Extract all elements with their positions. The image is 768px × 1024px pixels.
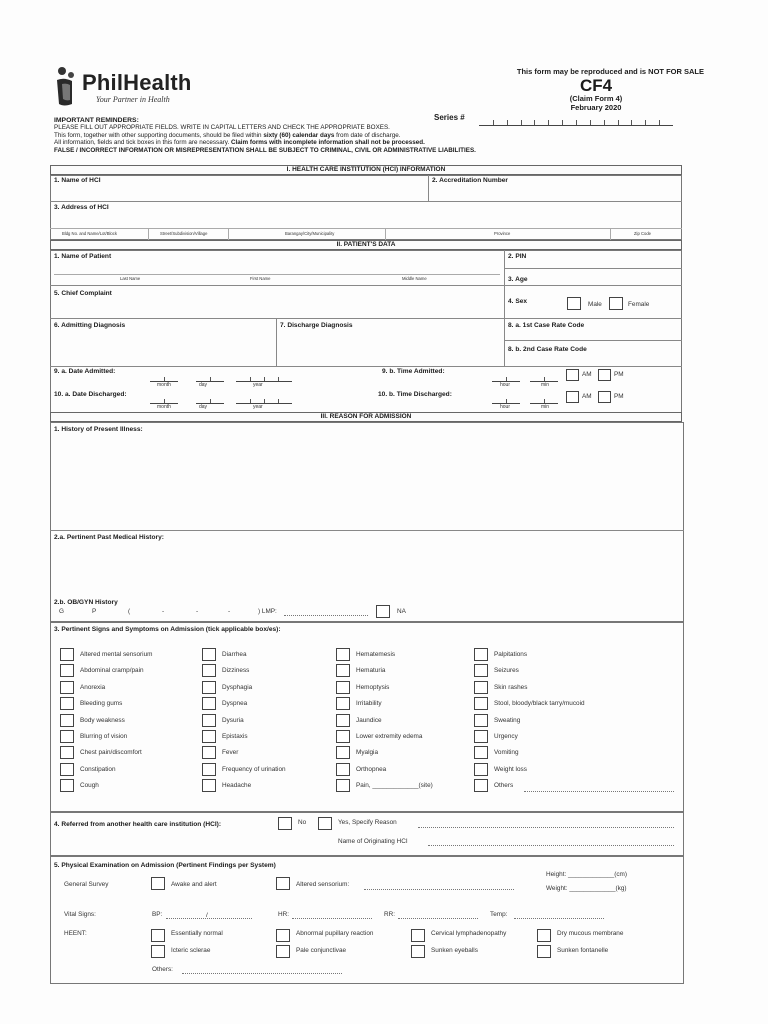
discharge-diagnosis-label: 7. Discharge Diagnosis (280, 322, 353, 329)
sex-male-label: Male (588, 301, 602, 308)
date-discharged-month-label: month (157, 404, 171, 410)
sex-male-checkbox[interactable] (567, 297, 581, 310)
bp-label: BP: (152, 911, 163, 918)
reminders-line-1: PLEASE FILL OUT APPROPRIATE FIELDS. WRITE IN CAPITAL LETTERS AND CHECK THE APPROPRIATE BOXES. (54, 124, 390, 132)
obgyn-p-label: P (92, 608, 97, 615)
physical-exam-title: 5. Physical Examination on Admission (Pertinent Findings per System) (54, 862, 276, 869)
symptom-checkbox[interactable] (474, 763, 488, 776)
heent-icteric-sclerae-checkbox[interactable] (151, 945, 165, 958)
addr-barangay: Barangay/City/Municipality (285, 231, 335, 236)
reminders-line-3: All information, fields and tick boxes in this form are necessary. Claim forms with incomplete information shall not be processed. (54, 139, 425, 147)
symptom-checkbox[interactable] (336, 648, 350, 661)
addr-zip: Zip Code (634, 231, 651, 236)
referred-label: 4. Referred from another health care institution (HCI): (54, 821, 222, 828)
heent-dry-mucous-label: Dry mucous membrane (557, 930, 624, 937)
symptom-label: Lower extremity edema (356, 733, 423, 740)
symptom-checkbox[interactable] (202, 746, 216, 759)
time-discharged-min-label: min (541, 404, 550, 410)
heent-sunken-eyeballs-label: Sunken eyeballs (431, 947, 478, 954)
symptom-label: Skin rashes (494, 684, 528, 691)
altered-sensorium-field[interactable] (364, 889, 514, 890)
altered-sensorium-label: Altered sensorium: (296, 881, 350, 888)
symptoms-others-field[interactable] (524, 791, 674, 792)
heent-pale-conjunctivae-checkbox[interactable] (276, 945, 290, 958)
time-discharged-am-label: AM (582, 393, 592, 400)
symptom-label: Chest pain/discomfort (80, 749, 142, 756)
time-discharged-label: 10. b. Time Discharged: (378, 391, 452, 398)
hci-info-box (50, 175, 682, 240)
obgyn-lmp-field[interactable] (284, 615, 368, 616)
heent-essentially-normal-checkbox[interactable] (151, 929, 165, 942)
form-code: CF4 (579, 76, 613, 95)
symptom-checkbox[interactable] (474, 730, 488, 743)
age-label: 3. Age (508, 276, 528, 283)
symptom-checkbox[interactable] (60, 730, 74, 743)
symptom-checkbox[interactable] (336, 779, 350, 792)
originating-hci-label: Name of Originating HCI (338, 838, 408, 845)
date-admitted-year[interactable] (236, 376, 292, 382)
symptom-checkbox[interactable] (60, 648, 74, 661)
heent-label: HEENT: (64, 930, 87, 937)
accreditation-number-label: 2. Accreditation Number (432, 177, 508, 184)
patient-middle-name: Middle Name (402, 276, 427, 281)
symptom-label: Vomiting (494, 749, 519, 756)
symptom-checkbox[interactable] (474, 681, 488, 694)
section-3-title: III. REASON FOR ADMISSION (50, 412, 682, 422)
symptom-label: Frequency of urination (222, 766, 286, 773)
awake-alert-checkbox[interactable] (151, 877, 165, 890)
time-admitted-min-label: min (541, 382, 550, 388)
heent-others-label: Others: (152, 966, 173, 973)
symptom-label: Dyspnea (222, 700, 248, 707)
section-1-title: I. HEALTH CARE INSTITUTION (HCI) INFORMATION (50, 165, 682, 175)
date-discharged-day-label: day (199, 404, 208, 410)
symptom-checkbox[interactable] (60, 714, 74, 727)
symptom-label: Diarrhea (222, 651, 247, 658)
obgyn-paren-open: ( (128, 608, 131, 615)
sex-label: 4. Sex (508, 298, 528, 305)
address-of-hci-field[interactable] (54, 213, 676, 227)
obgyn-history-label: 2.b. OB/GYN History (54, 599, 118, 606)
heent-abnormal-pupillary-checkbox[interactable] (276, 929, 290, 942)
symptom-label: Dizziness (222, 667, 250, 674)
symptom-checkbox[interactable] (336, 763, 350, 776)
symptom-checkbox[interactable] (60, 664, 74, 677)
temp-label: Temp: (490, 911, 508, 918)
referred-no-label: No (298, 819, 307, 826)
time-admitted-pm-checkbox[interactable] (598, 369, 611, 381)
symptom-checkbox[interactable] (202, 648, 216, 661)
form-date: February 2020 (570, 103, 622, 112)
obgyn-g-label: G (59, 608, 64, 615)
weight-label[interactable]: Weight: _____________(kg) (546, 885, 627, 892)
patient-last-name: Last Name (120, 276, 141, 281)
general-survey-label: General Survey (64, 881, 109, 888)
symptom-label: Hematemesis (356, 651, 396, 658)
admitting-diagnosis-field[interactable] (54, 331, 272, 363)
date-discharged-year[interactable] (236, 398, 292, 404)
address-of-hci-label: 3. Address of HCI (54, 204, 109, 211)
time-admitted-am-checkbox[interactable] (566, 369, 579, 381)
admitting-diagnosis-label: 6. Admitting Diagnosis (54, 322, 126, 329)
symptom-label: Hematuria (356, 667, 386, 674)
section-2-title: II. PATIENT'S DATA (50, 240, 682, 250)
important-reminders (54, 117, 694, 154)
date-admitted-year-label: year (253, 382, 263, 388)
date-admitted-month-label: month (157, 382, 171, 388)
symptom-label: Constipation (80, 766, 116, 773)
rr-label: RR: (384, 911, 396, 918)
bp-field[interactable] (166, 918, 252, 919)
symptom-label: Blurring of vision (80, 733, 128, 740)
time-discharged-am-checkbox[interactable] (566, 391, 579, 403)
date-discharged-label: 10. a. Date Discharged: (54, 391, 127, 398)
philhealth-logo (50, 64, 230, 112)
date-admitted-label: 9. a. Date Admitted: (54, 368, 116, 375)
chief-complaint-field[interactable] (54, 299, 500, 315)
hr-label: HR: (278, 911, 290, 918)
symptom-label: Hemoptysis (356, 684, 390, 691)
symptom-checkbox[interactable] (60, 763, 74, 776)
case-rate-2-label: 8. b. 2nd Case Rate Code (508, 346, 587, 353)
symptom-checkbox[interactable] (202, 779, 216, 792)
vital-signs-label: Vital Signs: (64, 911, 96, 918)
height-label[interactable]: Height: _____________(cm) (546, 871, 628, 878)
chief-complaint-label: 5. Chief Complaint (54, 290, 112, 297)
heent-sunken-fontanelle-label: Sunken fontanelle (557, 947, 609, 954)
symptom-checkbox[interactable] (202, 763, 216, 776)
time-admitted-hour-label: hour (500, 382, 511, 388)
date-discharged-year-label: year (253, 404, 263, 410)
originating-hci-field[interactable] (428, 845, 674, 846)
symptom-label: Others (494, 782, 514, 789)
symptom-checkbox[interactable] (474, 714, 488, 727)
symptom-checkbox[interactable] (474, 746, 488, 759)
symptom-label: Body weakness (80, 717, 125, 724)
obgyn-na-checkbox[interactable] (376, 605, 390, 618)
case-rate-1-label: 8. a. 1st Case Rate Code (508, 322, 585, 329)
referred-yes-label: Yes, Specify Reason (338, 819, 397, 826)
hr-field[interactable] (292, 918, 372, 919)
symptom-checkbox[interactable] (202, 681, 216, 694)
obgyn-dash-1: - (162, 608, 165, 615)
symptom-label: Fever (222, 749, 239, 756)
symptom-label: Urgency (494, 733, 518, 740)
date-admitted-day-label: day (199, 382, 208, 388)
reminders-line-2: This form, together with other supporting documents, should be filed within sixty (60) calendar days from date of discharge. (54, 131, 401, 139)
series-label: Series # (434, 113, 465, 122)
symptom-label: Dysphagia (222, 684, 253, 691)
time-admitted-pm-label: PM (614, 371, 624, 378)
symptom-checkbox[interactable] (336, 697, 350, 710)
symptom-checkbox[interactable] (474, 664, 488, 677)
heent-sunken-eyeballs-checkbox[interactable] (411, 945, 425, 958)
symptom-checkbox[interactable] (60, 779, 74, 792)
symptom-checkbox[interactable] (336, 664, 350, 677)
symptoms-title: 3. Pertinent Signs and Symptoms on Admission (tick applicable box/es): (54, 626, 281, 633)
heent-sunken-fontanelle-checkbox[interactable] (537, 945, 551, 958)
time-discharged-hour-label: hour (500, 404, 511, 410)
symptom-checkbox[interactable] (60, 681, 74, 694)
symptom-label: Weight loss (494, 766, 527, 773)
rr-field[interactable] (398, 918, 478, 919)
symptom-checkbox[interactable] (202, 697, 216, 710)
name-of-patient-field[interactable] (54, 262, 500, 274)
symptom-label: Dysuria (222, 717, 244, 724)
symptom-checkbox[interactable] (60, 697, 74, 710)
symptom-checkbox[interactable] (202, 714, 216, 727)
symptom-checkbox[interactable] (336, 746, 350, 759)
past-medical-history-field[interactable] (54, 544, 680, 594)
heent-others-field[interactable] (182, 973, 342, 974)
discharge-diagnosis-field[interactable] (280, 331, 500, 363)
symptom-label: Headache (222, 782, 252, 789)
heent-icteric-sclerae-label: Icteric sclerae (171, 947, 211, 954)
symptom-checkbox[interactable] (336, 714, 350, 727)
past-medical-history-label: 2.a. Pertinent Past Medical History: (54, 534, 164, 541)
name-of-patient-label: 1. Name of Patient (54, 253, 112, 260)
patient-first-name: First Name (250, 276, 271, 281)
symptom-label: Stool, bloody/black tarry/mucoid (494, 700, 585, 707)
symptom-label: Orthopnea (356, 766, 387, 773)
addr-bldg: Bldg No. and Name/Lot/Block (62, 231, 117, 236)
name-of-hci-field[interactable] (54, 186, 424, 200)
heent-dry-mucous-checkbox[interactable] (537, 929, 551, 942)
symptom-label: Palpitations (494, 651, 528, 658)
symptom-label: Seizures (494, 667, 519, 674)
reproduce-note: This form may be reproduced and is NOT FOR SALE (516, 67, 704, 76)
symptom-checkbox[interactable] (202, 664, 216, 677)
heent-essentially-normal-label: Essentially normal (171, 930, 223, 937)
symptom-label: Irritability (356, 700, 382, 707)
time-admitted-label: 9. b. Time Admitted: (382, 368, 445, 375)
symptom-checkbox[interactable] (202, 730, 216, 743)
addr-street: Street/Subdivision/Village (160, 231, 208, 236)
logo-text: PhilHealth (82, 70, 192, 95)
name-of-hci-label: 1. Name of HCI (54, 177, 101, 184)
symptom-label: Cough (80, 782, 99, 789)
obgyn-na-label: NA (397, 608, 406, 615)
symptom-label: Epistaxis (222, 733, 248, 740)
temp-field[interactable] (514, 918, 604, 919)
obgyn-dash-3: - (228, 608, 231, 615)
symptom-checkbox[interactable] (60, 746, 74, 759)
heent-abnormal-pupillary-label: Abnormal pupillary reaction (296, 930, 374, 937)
heent-cervical-lymph-label: Cervical lymphadenopathy (431, 930, 507, 937)
symptom-label: Abdominal cramp/pain (80, 667, 144, 674)
sex-female-label: Female (628, 301, 650, 308)
bp-slash: / (206, 912, 208, 919)
reminders-heading: IMPORTANT REMINDERS: (54, 117, 139, 124)
heent-pale-conjunctivae-label: Pale conjunctivae (296, 947, 347, 954)
symptom-label: Altered mental sensorium (80, 651, 153, 658)
symptom-label: Bleeding gums (80, 700, 123, 707)
accreditation-number-field[interactable] (432, 186, 678, 200)
pin-label: 2. PIN (508, 253, 527, 260)
symptom-checkbox[interactable] (474, 697, 488, 710)
form-subtitle (536, 94, 656, 112)
symptom-label: Anorexia (80, 684, 106, 691)
logo-tagline: Your Partner in Health (96, 95, 170, 104)
altered-sensorium-checkbox[interactable] (276, 877, 290, 890)
referral-reason-field[interactable] (418, 827, 674, 828)
awake-alert-label: Awake and alert (171, 881, 217, 888)
symptom-checkbox[interactable] (336, 681, 350, 694)
symptom-label: Pain, _____________(site) (356, 782, 433, 789)
reminders-line-4: FALSE / INCORRECT INFORMATION OR MISREPRESENTATION SHALL BE SUBJECT TO CRIMINAL, CIVIL OR ADMINISTRATIVE LIABILITIES. (54, 146, 476, 154)
symptom-checkbox[interactable] (474, 779, 488, 792)
referred-yes-checkbox[interactable] (318, 817, 332, 830)
form-name: (Claim Form 4) (569, 94, 623, 103)
philhealth-logo-icon (54, 66, 80, 108)
history-present-illness-field[interactable] (54, 436, 680, 528)
time-discharged-pm-checkbox[interactable] (598, 391, 611, 403)
symptom-label: Sweating (494, 717, 521, 724)
symptom-label: Myalgia (356, 749, 379, 756)
addr-province: Province (494, 231, 511, 236)
symptom-checkbox[interactable] (474, 648, 488, 661)
symptom-checkbox[interactable] (336, 730, 350, 743)
sex-female-checkbox[interactable] (609, 297, 623, 310)
time-admitted-am-label: AM (582, 371, 592, 378)
obgyn-lmp-label: ) LMP: (258, 608, 277, 615)
referred-no-checkbox[interactable] (278, 817, 292, 830)
obgyn-dash-2: - (196, 608, 199, 615)
time-discharged-pm-label: PM (614, 393, 624, 400)
symptom-label: Jaundice (356, 717, 382, 724)
heent-cervical-lymph-checkbox[interactable] (411, 929, 425, 942)
history-present-illness-label: 1. History of Present Illness: (54, 426, 143, 433)
